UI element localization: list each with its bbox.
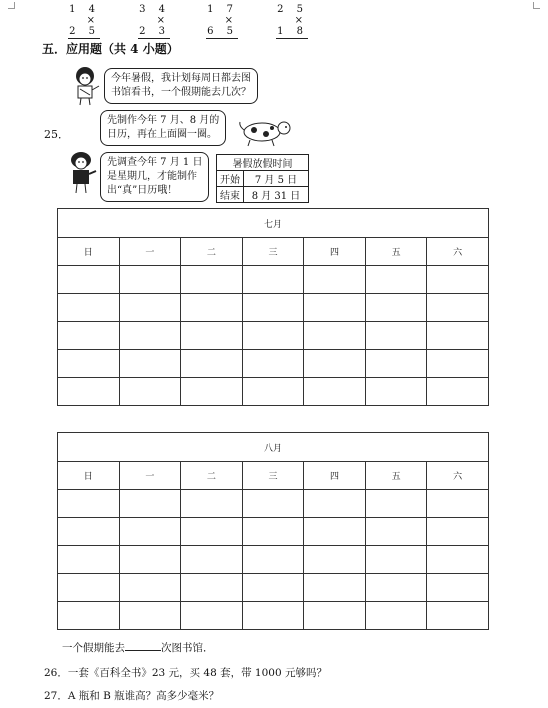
calendar-cell[interactable] [304,546,366,574]
calendar-cell[interactable] [181,490,243,518]
question-26: 26．一套《百科全书》23 元，买 48 套，带 1000 元够吗？ [44,667,327,679]
multiplication-problem [276,4,308,39]
calendar-cell[interactable] [304,350,366,378]
july-calendar [57,208,489,406]
speech-bubble-boy: 先调查今年 7 月 1 日 是星期几，才能制作 出“真”日历哦！ [100,152,209,202]
multiplication-problem [206,4,238,39]
calendar-cell[interactable] [427,350,489,378]
calendar-cell[interactable] [304,266,366,294]
calendar-cell[interactable] [427,518,489,546]
calendar-cell[interactable] [427,490,489,518]
weekday-header: 三 [242,238,304,266]
calendar-cell[interactable] [242,518,304,546]
calendar-cell[interactable] [365,602,427,630]
calendar-cell[interactable] [181,294,243,322]
calendar-cell[interactable] [427,574,489,602]
calendar-week-row [58,322,489,350]
calendar-cell[interactable] [181,518,243,546]
calendar-cell[interactable] [181,546,243,574]
question-27: 27．A 瓶和 B 瓶谁高？高多少毫米？ [44,690,220,702]
calendar-cell[interactable] [119,574,181,602]
multiplication-problem [68,4,100,39]
vacation-table-title: 暑假放假时间 [217,155,309,171]
calendar-cell[interactable] [304,602,366,630]
vacation-end-label: 结束 [217,187,244,203]
calendar-week-row [58,518,489,546]
weekday-header: 一 [119,238,181,266]
calendar-cell[interactable] [242,266,304,294]
calendar-cell[interactable] [242,378,304,406]
multiplicand: 1 4 [69,4,100,15]
calendar-cell[interactable] [58,266,120,294]
calendar-week-row [58,378,489,406]
multiplicand: 2 5 [277,4,308,15]
question-number-25: 25． [44,128,69,141]
calendar-cell[interactable] [365,378,427,406]
calendar-cell[interactable] [181,378,243,406]
section-title: 五．应用题（共 4 小题） [42,42,179,56]
calendar-cell[interactable] [365,518,427,546]
boy-illustration-icon [66,150,98,194]
calendar-cell[interactable] [119,350,181,378]
calendar-cell[interactable] [427,602,489,630]
july-calendar-title: 七月 [58,209,489,238]
crop-mark [8,2,15,9]
weekday-header: 五 [365,238,427,266]
speech-bubble-girl: 今年暑假，我计划每周日都去图 书馆看书，一个假期能去几次？ [104,68,258,104]
multiplier: × 1 8 [277,15,308,37]
crop-mark [533,2,540,9]
girl-illustration-icon [70,66,102,106]
calendar-cell[interactable] [58,294,120,322]
speech-bubble-dog: 先制作今年 7 月、8 月的 日历，再在上面圈一圈。 [100,110,226,146]
calendar-cell[interactable] [58,322,120,350]
multiplier: × 2 5 [69,15,100,37]
calendar-week-row [58,350,489,378]
calendar-cell[interactable] [304,322,366,350]
calendar-cell[interactable] [119,518,181,546]
calendar-cell[interactable] [427,546,489,574]
calendar-cell[interactable] [365,322,427,350]
answer-blank[interactable] [125,640,161,651]
calendar-cell[interactable] [58,602,120,630]
weekday-header: 六 [427,462,489,490]
multiplication-problem [138,4,170,39]
calendar-cell[interactable] [304,574,366,602]
weekday-header: 三 [242,462,304,490]
calendar-cell[interactable] [181,266,243,294]
calendar-cell[interactable] [181,322,243,350]
calendar-cell[interactable] [181,574,243,602]
weekday-header: 二 [181,238,243,266]
calendar-cell[interactable] [119,546,181,574]
calendar-cell[interactable] [119,266,181,294]
calendar-cell[interactable] [365,546,427,574]
calendar-cell[interactable] [58,350,120,378]
multiplier: × 2 3 [139,15,170,37]
multiplicand: 3 4 [139,4,170,15]
calendar-cell[interactable] [119,378,181,406]
calendar-cell[interactable] [242,294,304,322]
dog-illustration-icon [238,118,294,148]
calendar-week-row [58,602,489,630]
weekday-header: 日 [58,238,120,266]
calendar-week-row [58,266,489,294]
calendar-cell[interactable] [304,518,366,546]
calendar-cell[interactable] [365,294,427,322]
weekday-header: 二 [181,462,243,490]
answer-suffix: 次图书馆． [161,642,214,654]
calendar-cell[interactable] [181,602,243,630]
calendar-cell[interactable] [58,574,120,602]
calendar-cell[interactable] [427,322,489,350]
calendar-cell[interactable] [365,490,427,518]
calendar-cell[interactable] [119,322,181,350]
vacation-start-label: 开始 [217,171,244,187]
calendar-week-row [58,490,489,518]
weekday-header: 四 [304,238,366,266]
weekday-header: 日 [58,462,120,490]
calendar-cell[interactable] [242,546,304,574]
weekday-header: 四 [304,462,366,490]
calendar-cell[interactable] [365,266,427,294]
answer-line [62,640,214,655]
calendar-cell[interactable] [242,602,304,630]
august-calendar [57,432,489,630]
calendar-cell[interactable] [58,546,120,574]
calendar-cell[interactable] [427,378,489,406]
calendar-cell[interactable] [58,490,120,518]
weekday-header: 五 [365,462,427,490]
calendar-week-row [58,294,489,322]
calendar-week-row [58,574,489,602]
vacation-start-value: 7 月 5 日 [244,171,309,187]
calendar-cell[interactable] [181,350,243,378]
calendar-cell[interactable] [242,574,304,602]
vacation-time-table [216,154,309,203]
calendar-cell[interactable] [242,490,304,518]
calendar-cell[interactable] [58,518,120,546]
weekday-header: 六 [427,238,489,266]
calendar-cell[interactable] [119,602,181,630]
vacation-end-value: 8 月 31 日 [244,187,309,203]
calendar-cell[interactable] [304,294,366,322]
calendar-cell[interactable] [304,378,366,406]
calendar-cell[interactable] [119,294,181,322]
multiplicand: 1 7 [207,4,238,15]
calendar-cell[interactable] [427,266,489,294]
answer-prefix: 一个假期能去 [62,642,125,654]
calendar-week-row [58,546,489,574]
calendar-cell[interactable] [119,490,181,518]
calendar-cell[interactable] [427,294,489,322]
calendar-cell[interactable] [365,574,427,602]
august-calendar-title: 八月 [58,433,489,462]
multiplier: × 6 5 [207,15,238,37]
calendar-cell[interactable] [58,378,120,406]
weekday-header: 一 [119,462,181,490]
calendar-cell[interactable] [304,490,366,518]
calendar-cell[interactable] [242,322,304,350]
calendar-cell[interactable] [242,350,304,378]
calendar-cell[interactable] [365,350,427,378]
